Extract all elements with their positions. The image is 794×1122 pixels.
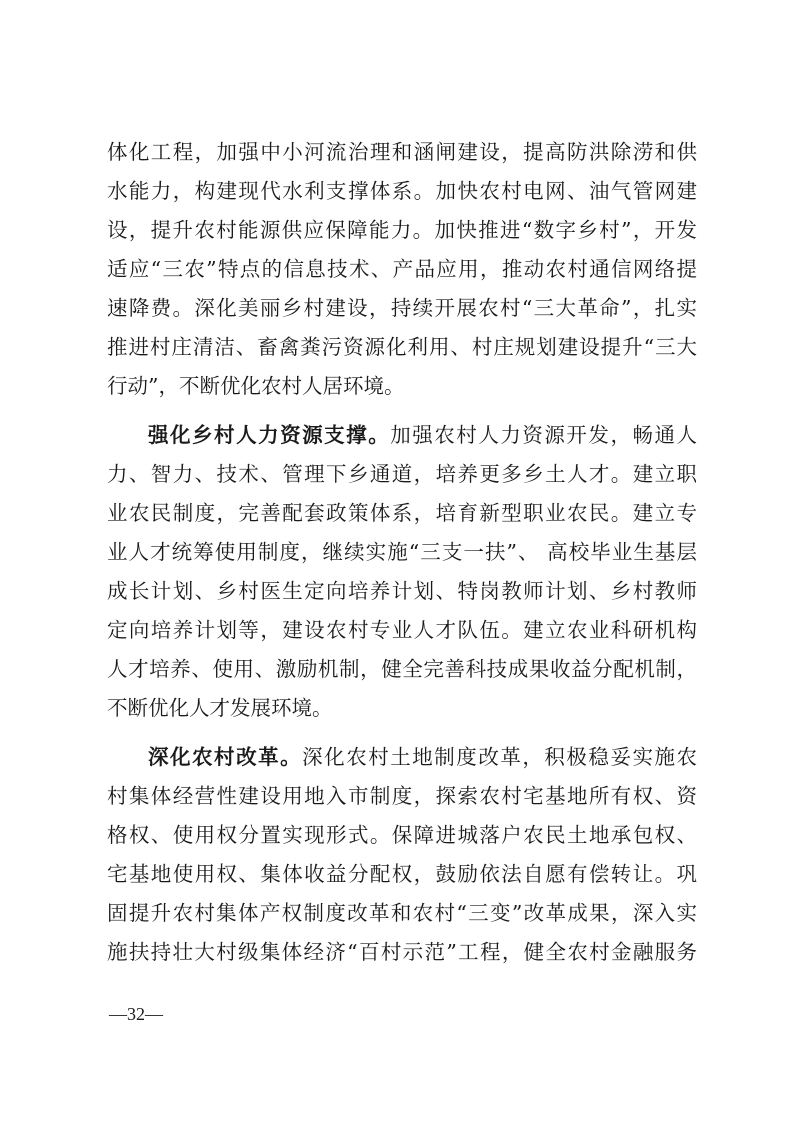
text-line: 体化工程，加强中小河流治理和涵闸建设，提高防洪除涝和供 [107,140,697,164]
text-line: 推进村庄清洁、畜禽粪污资源化利用、村庄规划建设提升“三大 [107,335,697,359]
text-line: 宅基地使用权、集体收益分配权，鼓励依法自愿有偿转让。巩 [107,862,697,886]
paragraph-rural-infrastructure [107,133,697,406]
paragraph-human-resources [107,416,697,728]
section-heading: 强化乡村人力资源支撑。 [148,423,391,447]
text-line: 行动”，不断优化农村人居环境。 [107,374,405,398]
text-line [107,738,697,777]
page-number: —32— [109,1004,163,1024]
text-line: 业农民制度，完善配套政策体系，培育新型职业农民。建立专 [107,501,697,525]
text-line [107,416,697,455]
text-line: 成长计划、乡村医生定向培养计划、特岗教师计划、乡村教师 [107,579,697,603]
text-line: 格权、使用权分置实现形式。保障进城落户农民土地承包权、 [107,823,697,847]
text-line: 固提升农村集体产权制度改革和农村“三变”改革成果，深入实 [107,901,697,925]
text-line: 施扶持壮大村级集体经济“百村示范”工程，健全农村金融服务 [107,940,697,964]
paragraph-rural-reform [107,738,697,972]
text-run: 深化农村土地制度改革，积极稳妥实施农 [302,745,698,769]
text-line: 人才培养、使用、激励机制，健全完善科技成果收益分配机制， [107,657,697,681]
text-line: 力、智力、技术、管理下乡通道，培养更多乡土人才。建立职 [107,462,697,486]
section-heading: 深化农村改革。 [148,745,303,769]
text-line: 水能力，构建现代水利支撑体系。加快农村电网、油气管网建 [107,179,697,203]
text-line: 不断优化人才发展环境。 [107,696,333,720]
text-line: 设，提升农村能源供应保障能力。加快推进“数字乡村”，开发 [107,218,697,242]
text-line: 适应“三农”特点的信息技术、产品应用，推动农村通信网络提 [107,257,697,281]
body-text [107,133,697,972]
text-line: 速降费。深化美丽乡村建设，持续开展农村“三大革命”，扎实 [107,296,697,320]
text-line: 业人才统筹使用制度，继续实施“三支一扶”、 高校毕业生基层 [107,540,697,564]
text-line: 定向培养计划等，建设农村专业人才队伍。建立农业科研机构 [107,618,697,642]
text-run: 加强农村人力资源开发，畅通人 [390,423,698,447]
text-line: 村集体经营性建设用地入市制度，探索农村宅基地所有权、资 [107,784,697,808]
